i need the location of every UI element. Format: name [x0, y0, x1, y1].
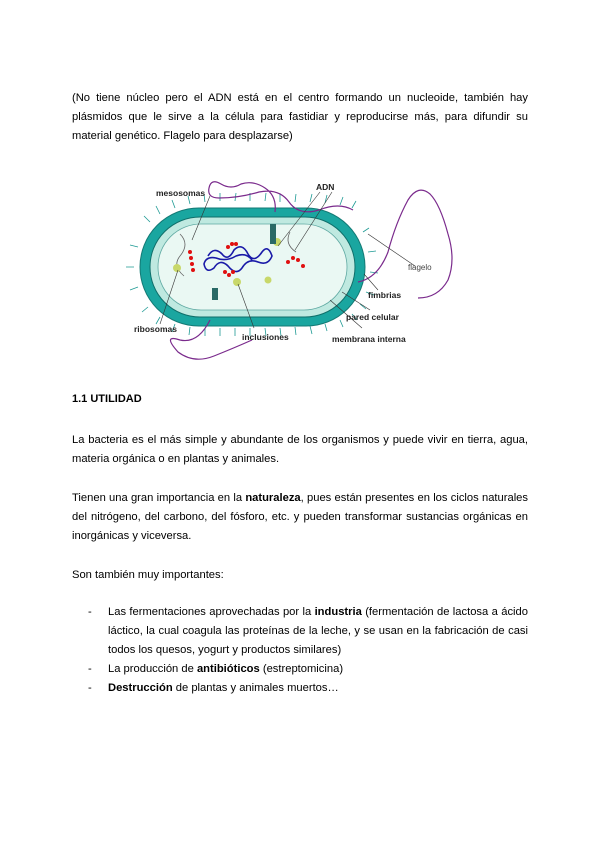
list-item-after: (fermentación de lactosa a ácido láctico, la cual coagula las proteínas de la leche, y se usan en la fabricación de casi todos los quesos, yogurt y productos similares) — [108, 606, 528, 656]
section-heading: 1.1 UTILIDAD — [72, 393, 142, 405]
list-item-before: Las fermentaciones aprovechadas por la — [108, 606, 315, 618]
list-dash: - — [88, 663, 92, 675]
list-item-bold: antibióticos — [196, 663, 260, 675]
para2-before: Tienen una gran importancia en la — [72, 492, 246, 504]
mesosome-connector-top — [270, 224, 276, 244]
list-item-bold: industria — [314, 606, 362, 618]
intro-paragraph: (No tiene núcleo pero el ADN está en el centro formando un nucleoide, también hay plásmidos que le sirve a la célula para fastidiar y reproducirse más, para difundir su material genético. Flagelo para desplazarse) — [72, 92, 528, 142]
list-dash: - — [88, 682, 92, 694]
list-dash: - — [88, 606, 92, 618]
paragraph-abundance: La bacteria es el más simple y abundante de los organismos y puede vivir en tierra, agua, materia orgánica o en plantas y animales. — [72, 434, 528, 465]
label-inclusiones: inclusiones — [242, 332, 289, 342]
list-item-after: de plantas y animales muertos… — [172, 682, 339, 694]
label-pared-celular: pared celular — [346, 312, 399, 322]
label-membrana-interna: membrana interna — [332, 334, 406, 344]
label-flagelo: flagelo — [408, 263, 432, 272]
list-item — [72, 603, 528, 660]
list-item-bold: Destrucción — [108, 682, 173, 694]
list-item — [72, 660, 528, 679]
label-mesosomas: mesosomas — [156, 188, 206, 198]
flagellum-right — [358, 190, 452, 298]
label-adn: ADN — [316, 182, 335, 192]
mesosome-connector-bottom — [212, 288, 218, 300]
paragraph-nature — [72, 489, 528, 546]
label-ribosomas: ribosomas — [134, 324, 177, 334]
para2-bold: naturaleza — [245, 492, 301, 504]
para2-after: , pues están presentes en los ciclos naturales del nitrógeno, del carbono, del fósforo, etc. y pueden transformar sustancias orgánicas en inorgánicas y viceversa. — [72, 492, 528, 542]
paragraph-importance-intro: Son también muy importantes: — [72, 569, 224, 581]
list-item-after: (estreptomicina) — [259, 663, 344, 675]
bacteria-diagram — [120, 172, 485, 372]
cytoplasm — [158, 224, 347, 310]
list-item-before: La producción de — [108, 663, 197, 675]
importance-list — [72, 603, 528, 698]
label-fimbrias: fimbrias — [368, 290, 402, 300]
list-item — [72, 679, 528, 698]
